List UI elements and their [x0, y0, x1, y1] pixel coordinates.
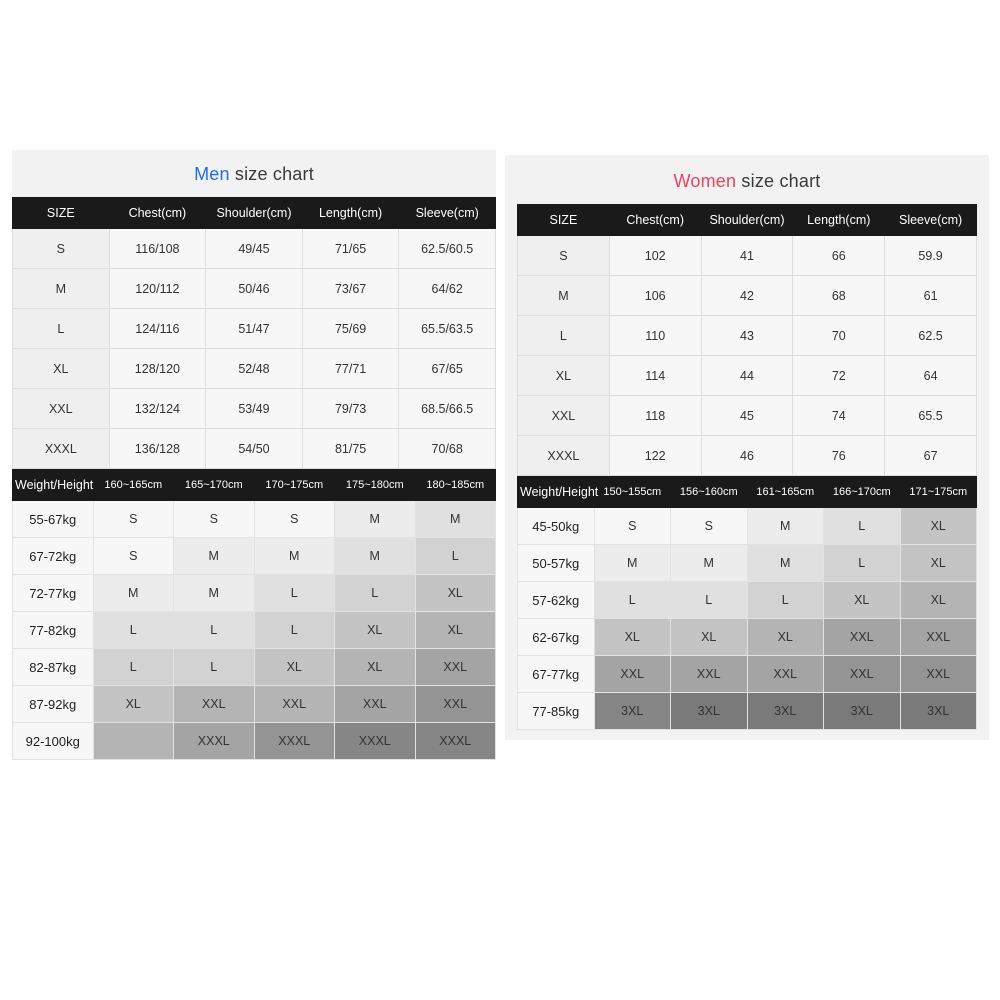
table-cell: 64/62 — [399, 269, 496, 309]
women-wh-header-5: 171~175cm — [900, 477, 977, 508]
recommended-size-cell: XL — [335, 649, 416, 686]
recommended-size-cell: XXL — [254, 686, 335, 723]
recommended-size-cell: 3XL — [594, 693, 671, 730]
table-cell: 110 — [609, 316, 701, 356]
recommended-size-cell: L — [824, 508, 901, 545]
recommended-size-cell: 3XL — [671, 693, 748, 730]
men-size-label: XL — [13, 349, 110, 389]
table-row — [13, 389, 496, 429]
men-size-label: XXXL — [13, 429, 110, 469]
table-cell: 41 — [701, 236, 793, 276]
table-cell: 67 — [885, 436, 977, 476]
recommended-size-cell: L — [415, 538, 496, 575]
table-cell: 61 — [885, 276, 977, 316]
table-cell: 71/65 — [302, 229, 399, 269]
recommended-size-cell: XXL — [900, 656, 977, 693]
recommended-size-cell: XXXL — [415, 723, 496, 760]
men-size-table-body — [13, 229, 496, 469]
table-cell: 124/116 — [109, 309, 206, 349]
table-cell: 120/112 — [109, 269, 206, 309]
women-weight-label: 77-85kg — [518, 693, 595, 730]
recommended-size-cell: 3XL — [747, 693, 824, 730]
table-cell: 70/68 — [399, 429, 496, 469]
recommended-size-cell: L — [93, 649, 174, 686]
recommended-size-cell: L — [824, 545, 901, 582]
men-size-header-1: Chest(cm) — [109, 198, 206, 229]
table-cell: 118 — [609, 396, 701, 436]
recommended-size-cell: XL — [415, 575, 496, 612]
table-cell: 79/73 — [302, 389, 399, 429]
table-cell: 49/45 — [206, 229, 303, 269]
women-weight-height-table-wrap — [505, 476, 989, 730]
men-wh-header-0: Weight/Height — [13, 470, 94, 501]
recommended-size-cell: M — [174, 575, 255, 612]
table-cell: 50/46 — [206, 269, 303, 309]
table-cell: 51/47 — [206, 309, 303, 349]
table-row — [13, 309, 496, 349]
table-cell: 67/65 — [399, 349, 496, 389]
table-row — [518, 236, 977, 276]
table-cell: 66 — [793, 236, 885, 276]
women-size-label: M — [518, 276, 610, 316]
recommended-size-cell: L — [254, 612, 335, 649]
men-wh-header-4: 175~180cm — [335, 470, 416, 501]
recommended-size-cell: S — [93, 538, 174, 575]
table-row — [13, 349, 496, 389]
recommended-size-cell — [93, 723, 174, 760]
table-row — [518, 396, 977, 436]
men-size-header-4: Sleeve(cm) — [399, 198, 496, 229]
recommended-size-cell: XL — [671, 619, 748, 656]
women-weight-label: 50-57kg — [518, 545, 595, 582]
women-weight-label: 67-77kg — [518, 656, 595, 693]
women-title-rest: size chart — [736, 171, 821, 191]
recommended-size-cell: M — [174, 538, 255, 575]
table-cell: 116/108 — [109, 229, 206, 269]
table-cell: 54/50 — [206, 429, 303, 469]
table-row — [518, 619, 977, 656]
recommended-size-cell: XL — [254, 649, 335, 686]
table-cell: 122 — [609, 436, 701, 476]
recommended-size-cell: XXL — [415, 649, 496, 686]
table-cell: 114 — [609, 356, 701, 396]
women-weight-label: 45-50kg — [518, 508, 595, 545]
men-size-header-3: Length(cm) — [302, 198, 399, 229]
men-size-chart-panel — [12, 150, 496, 750]
women-weight-label: 62-67kg — [518, 619, 595, 656]
women-wh-table-head — [518, 477, 977, 508]
men-size-header-0: SIZE — [13, 198, 110, 229]
women-size-table — [517, 204, 977, 476]
recommended-size-cell: M — [594, 545, 671, 582]
table-cell: 62.5/60.5 — [399, 229, 496, 269]
table-row — [518, 316, 977, 356]
men-size-label: XXL — [13, 389, 110, 429]
table-cell: 128/120 — [109, 349, 206, 389]
table-row — [13, 501, 496, 538]
table-row — [518, 582, 977, 619]
recommended-size-cell: L — [747, 582, 824, 619]
recommended-size-cell: XXXL — [335, 723, 416, 760]
table-row — [518, 693, 977, 730]
table-header-row — [518, 477, 977, 508]
table-row — [13, 649, 496, 686]
recommended-size-cell: M — [747, 545, 824, 582]
men-wh-header-2: 165~170cm — [174, 470, 255, 501]
men-wh-table-head — [13, 470, 496, 501]
recommended-size-cell: M — [671, 545, 748, 582]
table-cell: 70 — [793, 316, 885, 356]
table-row — [13, 723, 496, 760]
women-wh-header-4: 166~170cm — [824, 477, 901, 508]
recommended-size-cell: M — [254, 538, 335, 575]
table-cell: 65.5 — [885, 396, 977, 436]
recommended-size-cell: XXXL — [254, 723, 335, 760]
recommended-size-cell: L — [174, 649, 255, 686]
women-size-label: XL — [518, 356, 610, 396]
men-size-label: L — [13, 309, 110, 349]
recommended-size-cell: XXL — [415, 686, 496, 723]
table-cell: 132/124 — [109, 389, 206, 429]
men-wh-header-1: 160~165cm — [93, 470, 174, 501]
women-wh-header-3: 161~165cm — [747, 477, 824, 508]
table-cell: 76 — [793, 436, 885, 476]
men-weight-label: 77-82kg — [13, 612, 94, 649]
men-size-table-head — [13, 198, 496, 229]
recommended-size-cell: L — [93, 612, 174, 649]
table-row — [518, 436, 977, 476]
table-row — [13, 538, 496, 575]
recommended-size-cell: XL — [594, 619, 671, 656]
table-row — [518, 356, 977, 396]
table-cell: 136/128 — [109, 429, 206, 469]
men-weight-height-table — [12, 469, 496, 760]
women-size-label: XXL — [518, 396, 610, 436]
women-weight-height-table — [517, 476, 977, 730]
table-cell: 72 — [793, 356, 885, 396]
table-cell: 46 — [701, 436, 793, 476]
women-size-table-body — [518, 236, 977, 476]
recommended-size-cell: XXL — [174, 686, 255, 723]
women-size-table-head — [518, 205, 977, 236]
men-weight-label: 72-77kg — [13, 575, 94, 612]
women-size-header-3: Length(cm) — [793, 205, 885, 236]
recommended-size-cell: L — [594, 582, 671, 619]
women-size-table-wrap — [505, 204, 989, 476]
table-cell: 68 — [793, 276, 885, 316]
recommended-size-cell: S — [93, 501, 174, 538]
table-cell: 73/67 — [302, 269, 399, 309]
recommended-size-cell: XL — [824, 582, 901, 619]
recommended-size-cell: XL — [415, 612, 496, 649]
table-row — [13, 612, 496, 649]
recommended-size-cell: L — [174, 612, 255, 649]
recommended-size-cell: XXL — [594, 656, 671, 693]
recommended-size-cell: XL — [900, 545, 977, 582]
recommended-size-cell: 3XL — [824, 693, 901, 730]
women-wh-table-body — [518, 508, 977, 730]
men-wh-header-5: 180~185cm — [415, 470, 496, 501]
women-wh-header-2: 156~160cm — [671, 477, 748, 508]
table-cell: 59.9 — [885, 236, 977, 276]
table-cell: 75/69 — [302, 309, 399, 349]
table-row — [518, 656, 977, 693]
table-header-row — [13, 470, 496, 501]
recommended-size-cell: XL — [900, 508, 977, 545]
recommended-size-cell: XXL — [824, 619, 901, 656]
men-weight-label: 55-67kg — [13, 501, 94, 538]
table-cell: 62.5 — [885, 316, 977, 356]
women-wh-header-1: 150~155cm — [594, 477, 671, 508]
recommended-size-cell: XXL — [824, 656, 901, 693]
recommended-size-cell: S — [594, 508, 671, 545]
men-size-header-2: Shoulder(cm) — [206, 198, 303, 229]
men-size-table — [12, 197, 496, 469]
women-size-label: XXXL — [518, 436, 610, 476]
women-size-label: L — [518, 316, 610, 356]
recommended-size-cell: L — [254, 575, 335, 612]
men-title-accent: Men — [194, 164, 230, 184]
recommended-size-cell: S — [254, 501, 335, 538]
women-title-accent: Women — [673, 171, 737, 191]
recommended-size-cell: XXL — [671, 656, 748, 693]
table-cell: 45 — [701, 396, 793, 436]
recommended-size-cell: M — [335, 501, 416, 538]
men-weight-label: 92-100kg — [13, 723, 94, 760]
women-size-label: S — [518, 236, 610, 276]
table-cell: 53/49 — [206, 389, 303, 429]
recommended-size-cell: XXXL — [174, 723, 255, 760]
men-size-label: S — [13, 229, 110, 269]
table-row — [13, 429, 496, 469]
recommended-size-cell: S — [174, 501, 255, 538]
women-size-header-2: Shoulder(cm) — [701, 205, 793, 236]
table-row — [13, 686, 496, 723]
table-cell: 106 — [609, 276, 701, 316]
men-wh-table-body — [13, 501, 496, 760]
table-cell: 68.5/66.5 — [399, 389, 496, 429]
table-row — [518, 545, 977, 582]
women-size-header-1: Chest(cm) — [609, 205, 701, 236]
recommended-size-cell: XXL — [747, 656, 824, 693]
table-header-row — [13, 198, 496, 229]
men-title-rest: size chart — [229, 164, 314, 184]
men-wh-header-3: 170~175cm — [254, 470, 335, 501]
women-wh-header-0: Weight/Height — [518, 477, 595, 508]
recommended-size-cell: XXL — [335, 686, 416, 723]
table-row — [13, 575, 496, 612]
recommended-size-cell: 3XL — [900, 693, 977, 730]
men-size-table-wrap — [12, 197, 496, 469]
table-cell: 74 — [793, 396, 885, 436]
recommended-size-cell: M — [415, 501, 496, 538]
men-weight-label: 82-87kg — [13, 649, 94, 686]
women-size-header-0: SIZE — [518, 205, 610, 236]
recommended-size-cell: L — [671, 582, 748, 619]
men-size-label: M — [13, 269, 110, 309]
table-cell: 65.5/63.5 — [399, 309, 496, 349]
recommended-size-cell: L — [335, 575, 416, 612]
men-weight-label: 87-92kg — [13, 686, 94, 723]
table-row — [13, 229, 496, 269]
recommended-size-cell: XL — [335, 612, 416, 649]
table-cell: 42 — [701, 276, 793, 316]
recommended-size-cell: S — [671, 508, 748, 545]
recommended-size-cell: XL — [900, 582, 977, 619]
table-row — [13, 269, 496, 309]
table-row — [518, 276, 977, 316]
recommended-size-cell: M — [93, 575, 174, 612]
table-cell: 44 — [701, 356, 793, 396]
table-row — [518, 508, 977, 545]
men-weight-label: 67-72kg — [13, 538, 94, 575]
men-chart-title — [12, 150, 496, 197]
women-weight-label: 57-62kg — [518, 582, 595, 619]
women-chart-title — [505, 155, 989, 204]
recommended-size-cell: M — [747, 508, 824, 545]
women-size-chart-panel — [505, 155, 989, 740]
women-size-header-4: Sleeve(cm) — [885, 205, 977, 236]
table-cell: 64 — [885, 356, 977, 396]
recommended-size-cell: XL — [747, 619, 824, 656]
table-cell: 81/75 — [302, 429, 399, 469]
recommended-size-cell: M — [335, 538, 416, 575]
table-cell: 102 — [609, 236, 701, 276]
table-cell: 43 — [701, 316, 793, 356]
table-cell: 52/48 — [206, 349, 303, 389]
recommended-size-cell: XL — [93, 686, 174, 723]
men-weight-height-table-wrap — [12, 469, 496, 760]
recommended-size-cell: XXL — [900, 619, 977, 656]
table-cell: 77/71 — [302, 349, 399, 389]
table-header-row — [518, 205, 977, 236]
